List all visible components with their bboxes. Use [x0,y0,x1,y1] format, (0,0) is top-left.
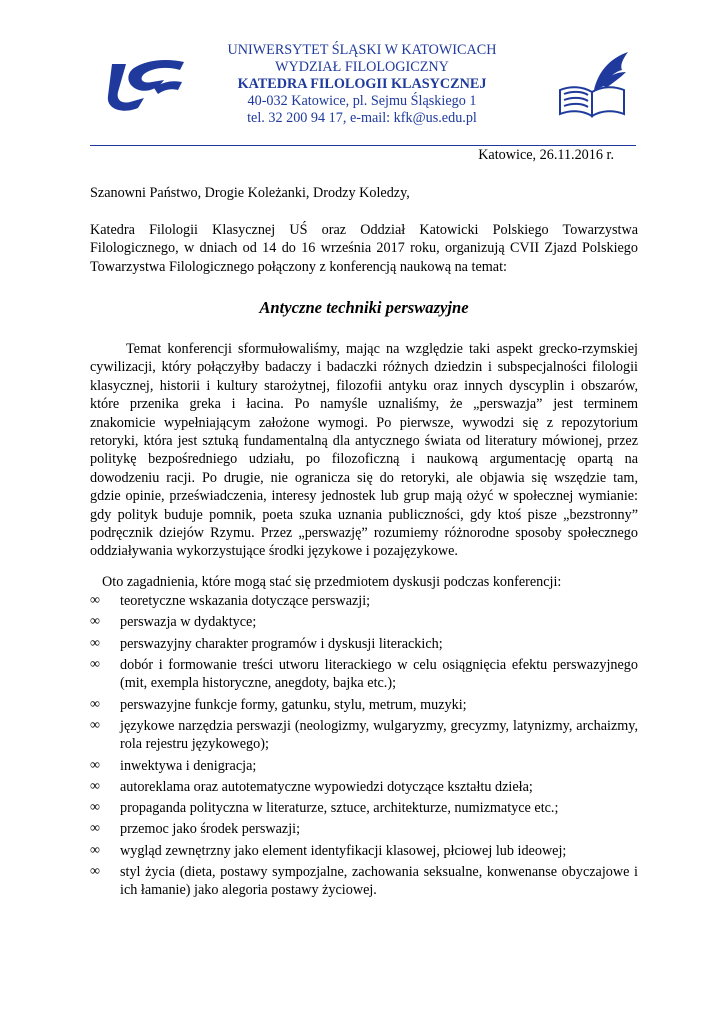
list-item: ∞ perswazja w dydaktyce; [90,614,257,631]
list-item: ∞ językowe narzędzia perswazji (neologizmy, wulgaryzmy, grecyzmy, latynizmy, archaizmy, rola rejestru językowego); [90,717,638,753]
infinity-bullet-icon: ∞ [90,800,100,816]
faculty-name: WYDZIAŁ FILOLOGICZNY [275,59,449,75]
paragraph-line: gdzie opinie, przeświadczenia, interesy jednostek lub grup mają ożyć w społecznej wymianie: [90,488,638,505]
topics-list [90,592,638,903]
institution-header [190,42,534,127]
list-item: ∞ inwektywa i denigracja; [90,757,257,774]
infinity-bullet-icon: ∞ [90,757,100,773]
infinity-bullet-icon: ∞ [90,717,100,733]
address: 40-032 Katowice, pl. Sejmu Śląskiego 1 [247,93,477,109]
list-item: ∞ autoreklama oraz autotematyczne wypowiedzi dotyczące kształtu dzieła; [90,778,533,795]
paragraph-line: podręcznik dziejów Rzymu. Przez „perswazję” rozumiemy różnorodne sposoby społecznego [90,524,638,541]
letter-date: Katowice, 26.11.2016 r. [478,147,614,163]
intro-line: Filologicznego, w dniach od 14 do 16 września 2017 roku, organizują CVII Zjazd Polskiego [90,240,638,257]
list-item: ∞ wygląd zewnętrzny jako element identyfikacji klasowej, płciowej lub ideowej; [90,842,567,859]
header-divider [90,145,636,146]
main-paragraph [90,340,638,561]
department-name: KATEDRA FILOLOGII KLASYCZNEJ [237,76,487,92]
infinity-bullet-icon: ∞ [90,696,100,712]
infinity-bullet-icon: ∞ [90,656,100,672]
paragraph-line: które przenika greka i łacina. Po namyśle uznaliśmy, że „perswazja” jest terminem [90,396,638,413]
winged-book-icon [556,50,632,120]
list-item: ∞ perswazyjny charakter programów i dyskusji literackich; [90,635,443,652]
conference-title: Antyczne techniki perswazyjne [259,298,469,317]
paragraph-line: dowodzeniu racji. Po drugie, nie ogranicza się do retoryki, ale objawia się wszędzie tam, [90,469,638,486]
list-item: ∞ dobór i formowanie treści utworu literackiego w celu osiągnięcia efektu perswazyjnego (mit, exempla historyczne, anegdoty, bajka etc.); [90,656,638,692]
list-item: ∞ teoretyczne wskazania dotyczące perswazji; [90,593,371,609]
paragraph-line: cywilizacji, który połączyłby badaczy i badaczki różnych dziedzin i subspecjalności filologii [90,359,638,376]
infinity-bullet-icon: ∞ [90,614,100,630]
list-item: ∞ przemoc jako środek perswazji; [90,821,301,838]
infinity-bullet-icon: ∞ [90,864,100,880]
salutation: Szanowni Państwo, Drogie Koleżanki, Drodzy Koledzy, [90,185,410,201]
university-logo-icon [104,58,188,114]
list-item: ∞ propaganda polityczna w literaturze, sztuce, architekturze, numizmatyce etc.; [90,800,559,817]
list-item: ∞ perswazyjne funkcje formy, gatunku, stylu, metrum, muzyki; [90,696,467,713]
infinity-bullet-icon: ∞ [90,593,100,608]
intro-line: Katedra Filologii Klasycznej UŚ oraz Oddział Katowicki Polskiego Towarzystwa [90,222,638,238]
paragraph-line: oddziaływania wykorzystujące środki językowe i pozajęzykowe. [90,543,458,560]
list-item: ∞ styl życia (dieta, postawy sympozjalne, zachowania seksualne, konwenanse obyczajowe i ich łamanie) jako alegoria postawy życiowej. [90,864,638,899]
intro-paragraph [90,221,638,276]
paragraph-line: gdy polityk buduje pomnik, poeta szuka uznania publiczności, gdy ktoś pisze „bezstronny” [90,506,638,523]
infinity-bullet-icon: ∞ [90,842,100,858]
infinity-bullet-icon: ∞ [90,821,100,837]
intro-line: Towarzystwa Filologicznego połączony z konferencją naukową na temat: [90,258,507,275]
contact-info: tel. 32 200 94 17, e-mail: kfk@us.edu.pl [247,110,477,126]
paragraph-line: Temat konferencji sformułowaliśmy, mając na względzie taki aspekt grecko-rzymskiej [126,341,638,357]
infinity-bullet-icon: ∞ [90,778,100,794]
paragraph-line: klasycznej, historii i kultury starożytnej, filozofii antyku oraz innych dyscyplin i obszarów, [90,377,638,394]
topics-lead: Oto zagadnienia, które mogą stać się przedmiotem dyskusji podczas konferencji: [102,574,562,590]
paragraph-line: znakomicie wypełniającym założone wymogi. Po pierwsze, wywodzi się z repozytorium [90,414,638,431]
infinity-bullet-icon: ∞ [90,635,100,651]
paragraph-line: retoryki, która jest sztuką fundamentalną dla antycznego świata od literatury mówionej, przez [90,432,638,449]
university-name: UNIWERSYTET ŚLĄSKI W KATOWICACH [227,42,497,58]
paragraph-line: politykę bezpośredniego udziału, po filozoficzną i naukową argumentację opartą na [90,451,638,468]
